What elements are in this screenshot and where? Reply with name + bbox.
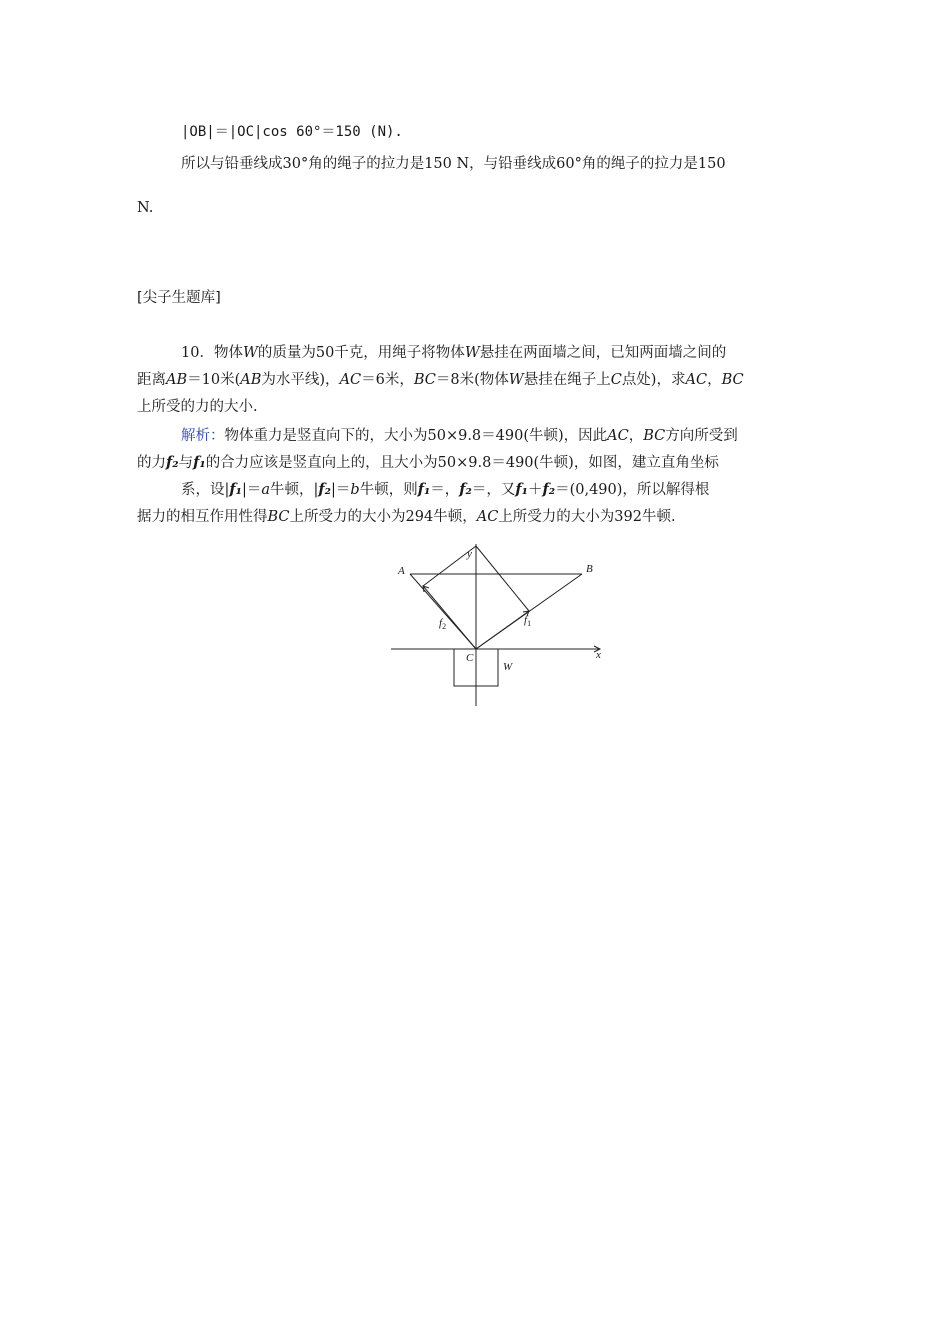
vector-f1 bbox=[476, 611, 532, 649]
problem-line-1: 10．物体W的质量为50千克，用绳子将物体W悬挂在两面墙之间，已知两面墙之间的 bbox=[181, 345, 727, 361]
label-f2: $f_2$ bbox=[439, 617, 447, 631]
solution-line-1: 解析：物体重力是竖直向下的，大小为50×9.8＝490(牛顿)，因此AC，BC方向所受到 bbox=[181, 428, 738, 444]
label-a: A bbox=[398, 565, 405, 577]
conclusion-line-2: N. bbox=[137, 200, 154, 216]
equation-ob: |OB|＝|OC|cos 60°＝150 (N). bbox=[181, 124, 403, 140]
parallelogram-side-right bbox=[476, 546, 529, 611]
label-b: B bbox=[586, 563, 593, 575]
section-title: [尖子生题库] bbox=[137, 290, 221, 306]
label-y: y bbox=[467, 548, 472, 560]
vector-f2 bbox=[423, 586, 476, 649]
problem-line-3: 上所受的力的大小. bbox=[137, 399, 258, 415]
force-diagram bbox=[388, 540, 610, 710]
conclusion-line-1: 所以与铅垂线成30°角的绳子的拉力是150 N，与铅垂线成60°角的绳子的拉力是150 bbox=[181, 156, 726, 172]
solution-label: 解析： bbox=[181, 428, 225, 444]
solution-line-4: 据力的相互作用性得BC上所受力的大小为294牛顿，AC上所受力的大小为392牛顿. bbox=[137, 509, 676, 525]
label-f1: $f_1$ bbox=[524, 614, 532, 628]
solution-line-2: 的力f₂与f₁的合力应该是竖直向上的，且大小为50×9.8＝490(牛顿)，如图，建立直角坐标 bbox=[137, 454, 719, 471]
label-x: x bbox=[596, 649, 601, 661]
problem-line-2: 距离AB＝10米(AB为水平线)，AC＝6米，BC＝8米(物体W悬挂在绳子上C点处)，求AC，BC bbox=[137, 372, 744, 388]
label-c: C bbox=[466, 652, 474, 664]
label-w: W bbox=[503, 661, 513, 673]
solution-line-3: 系，设|f₁|＝a牛顿，|f₂|＝b牛顿，则f₁＝，f₂＝，又f₁＋f₂＝(0,490)，所以解得根 bbox=[181, 481, 710, 498]
